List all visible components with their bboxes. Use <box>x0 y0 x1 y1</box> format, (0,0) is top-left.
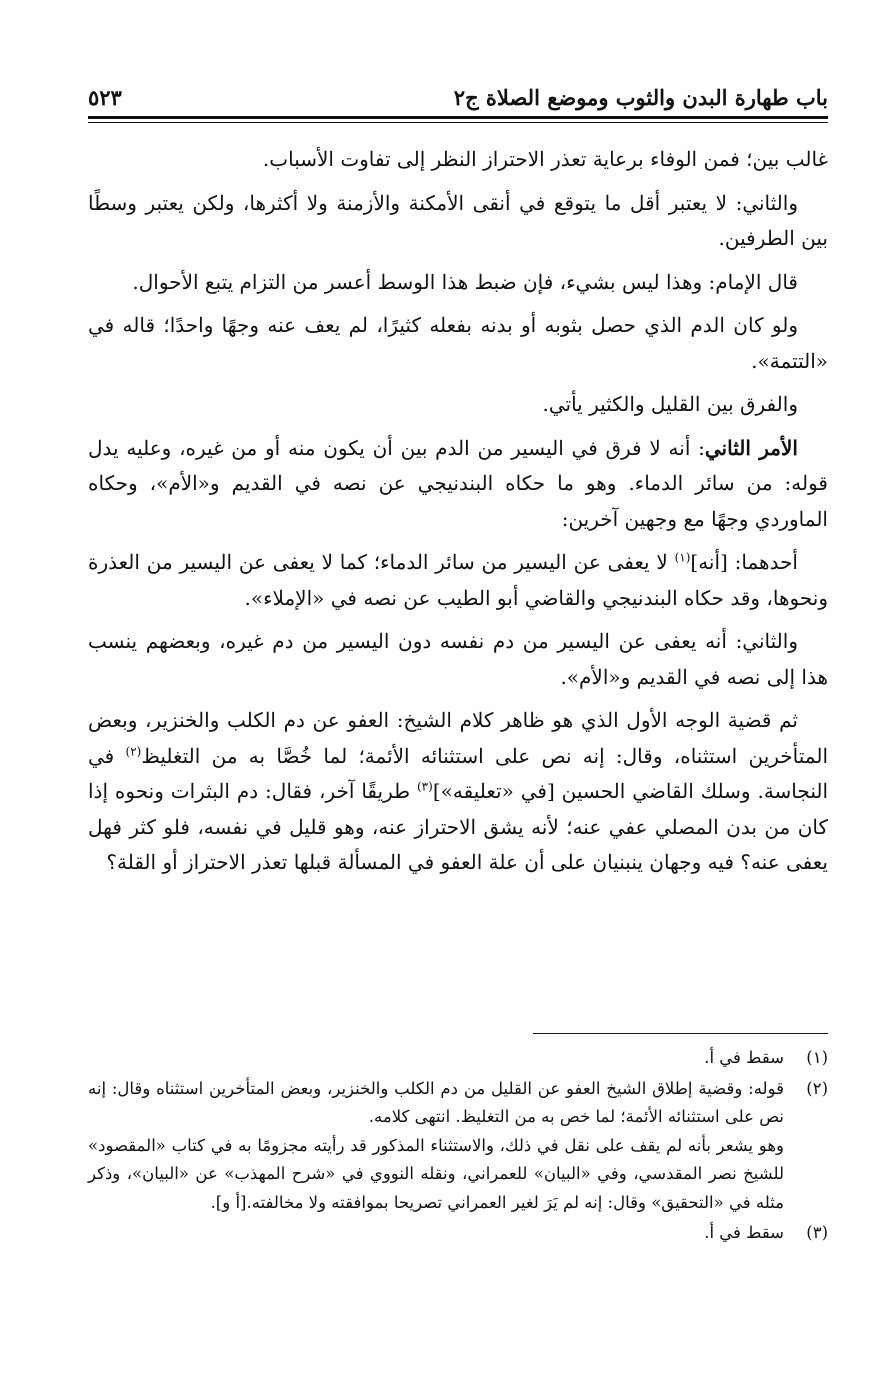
paragraph-5: والفرق بين القليل والكثير يأتي. <box>542 392 798 416</box>
header-rule-thin <box>88 122 828 123</box>
paragraph-7-text-a: أحدهما: [أنه] <box>690 550 798 574</box>
paragraph-7 <box>88 545 828 616</box>
footnote-ref-3: (٣) <box>416 779 433 794</box>
footnote-number: (٢) <box>806 1078 828 1098</box>
paragraph-8: والثاني: أنه يعفى عن اليسير من دم نفسه دون اليسير من دم غيره، وبعضهم ينسب هذا إلى نصه في القديم و«الأم». <box>88 629 828 689</box>
footnote-2 <box>88 1075 828 1218</box>
footnote-line: سقط في أ. <box>704 1048 784 1067</box>
paragraph-2: والثاني: لا يعتبر أقل ما يتوقع في أنقى الأمكنة والأزمنة ولا أكثرها، ولكن يعتبر وسطًا بين الطرفين. <box>88 190 828 250</box>
footnote-line: وهو يشعر بأنه لم يقف على نقل في ذلك، والاستثناء المذكور قد رأيته مجزومًا به في كتاب «المقصود» للشيخ نصر المقدسي، وفي «البيان» للعمراني، ونقله النووي في «شرح المهذب» عن «البيان»، وذكر مثله في «التحقيق» وقال: إنه لم يَرَ لغير العمراني تصريحا بموافقته ولا مخالفته.[أ و]. <box>88 1135 784 1212</box>
paragraph-6-heading: الأمر الثاني <box>704 435 798 460</box>
paragraph-9-text-b: في النجاسة. وسلك القاضي الحسين [في «تعليقه»] <box>88 743 829 803</box>
footnote-text <box>88 1219 784 1248</box>
footnote-number: (٣) <box>806 1223 828 1242</box>
footnote-ref-1: (١) <box>674 550 691 565</box>
footnote-text <box>88 1044 784 1073</box>
footnote-line: سقط في أ. <box>704 1223 784 1242</box>
paragraph-9 <box>88 703 828 881</box>
paragraph-9-text-c: طريقًا آخر، فقال: دم البثرات ونحوه إذا كان من بدن المصلي عفي عنه؛ لأنه يشق الاحتراز عنه، وهو قليل في نفسه، فلو كثر فهل يعفى عنه؟ فيه وجهان ينبنيان على أن علة العفو في المسألة قبلها تعذر الاحتراز أو القلة؟ <box>88 779 828 874</box>
page-number: ٥٢٣ <box>88 85 122 110</box>
paragraph-9-text-a: ثم قضية الوجه الأول الذي هو ظاهر كلام الشيخ: العفو عن دم الكلب والخنزير، وبعض المتأخرين استثناه، وقال: إنه نص على استثنائه الأئمة؛ لما خُصَّا به من التغليظ <box>88 708 829 768</box>
header-rule-thick <box>88 116 828 119</box>
paragraph-7-text-b: لا يعفى عن اليسير من سائر الدماء؛ كما لا يعفى عن اليسير من العذرة ونحوها، وقد حكاه البندنيجي والقاضي أبو الطيب عن نصه في «الإملاء». <box>88 550 828 610</box>
paragraph-6 <box>88 431 828 538</box>
paragraph-1: غالب بين؛ فمن الوفاء برعاية تعذر الاحتراز النظر إلى تفاوت الأسباب. <box>262 147 828 171</box>
footnotes <box>88 1044 828 1250</box>
running-header <box>88 70 828 110</box>
footnote-text <box>88 1075 784 1218</box>
footnote-1 <box>88 1044 828 1073</box>
footnote-separator <box>533 1033 828 1034</box>
header-title: باب طهارة البدن والثوب وموضع الصلاة ج٢ <box>453 85 828 110</box>
footnote-line: قوله: وقضية إطلاق الشيخ العفو عن القليل من دم الكلب والخنزير، وبعض المتأخرين استثناه وقال: إنه نص على استثنائه الأئمة؛ لما خص به من التغليظ. انتهى كلامه. <box>88 1078 784 1126</box>
paragraph-4: ولو كان الدم الذي حصل بثوبه أو بدنه بفعله كثيرًا، لم يعف عنه وجهًا واحدًا؛ قاله في «التتمة». <box>88 313 828 373</box>
main-text <box>88 142 828 889</box>
footnote-ref-2: (٢) <box>125 743 142 758</box>
footnote-number: (١) <box>806 1048 828 1067</box>
footnote-3 <box>88 1219 828 1248</box>
paragraph-3: قال الإمام: وهذا ليس بشيء، فإن ضبط هذا الوسط أعسر من التزام يتبع الأحوال. <box>132 269 798 294</box>
paragraph-6-text: : أنه لا فرق في اليسير من الدم بين أن يكون منه أو من غيره، وعليه يدل قوله: من سائر الدماء. وهو ما حكاه البندنيجي عن نصه في القديم و«الأم»، وحكاه الماوردي وجهًا مع وجهين آخرين: <box>88 435 828 531</box>
